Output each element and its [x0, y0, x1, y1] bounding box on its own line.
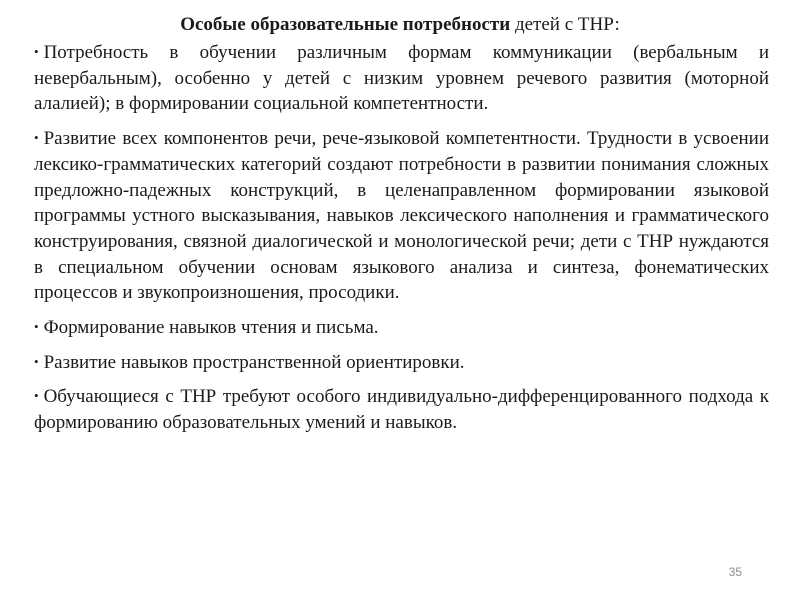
bullet-text: Потребность в обучении различным формам коммуникации (вербальным и невербальным), особенно у детей с низким уровнем речевого развития (моторной алалией); в формировании социальной компетентности.	[34, 42, 769, 115]
bullet-list	[34, 39, 769, 444]
bullet-item-speech-development	[34, 125, 769, 306]
bullet-item-communication	[34, 39, 769, 117]
bullet-icon: •	[34, 130, 39, 146]
page-number: 35	[728, 565, 742, 579]
bullet-text: Развитие навыков пространственной ориентировки.	[43, 351, 465, 373]
bullet-text: Формирование навыков чтения и письма.	[43, 317, 379, 339]
bullet-icon: •	[34, 44, 39, 59]
bullet-icon: •	[34, 319, 39, 335]
bullet-icon: •	[34, 353, 39, 369]
bullet-item-individual-approach	[34, 383, 769, 435]
bullet-item-reading-writing	[34, 314, 769, 341]
bullet-text: Развитие всех компонентов речи, рече-языковой компетентности. Трудности в усвоении лексико-грамматических категорий создают потребности в развитии понимания сложных предложно-падежных конструкций, в целенаправленном формировании языковой программы устного высказывания, навыков лексического наполнения и грамматического конструирования, связной диалогической и монологической речи; дети с ТНР нуждаются в специальном обучении основам языкового анализа и синтеза, фонематических процессов и звукопроизношения, просодики.	[34, 128, 769, 304]
slide-title	[0, 13, 800, 37]
slide-title-rest: детей с ТНР:	[510, 14, 620, 35]
bullet-item-spatial-orientation	[34, 349, 769, 376]
slide-title-bold: Особые образовательные потребности	[180, 14, 511, 35]
bullet-icon: •	[34, 388, 39, 404]
bullet-text: Обучающиеся с ТНР требуют особого индивидуально-дифференцированного подхода к формированию образовательных умений и навыков.	[34, 386, 769, 434]
